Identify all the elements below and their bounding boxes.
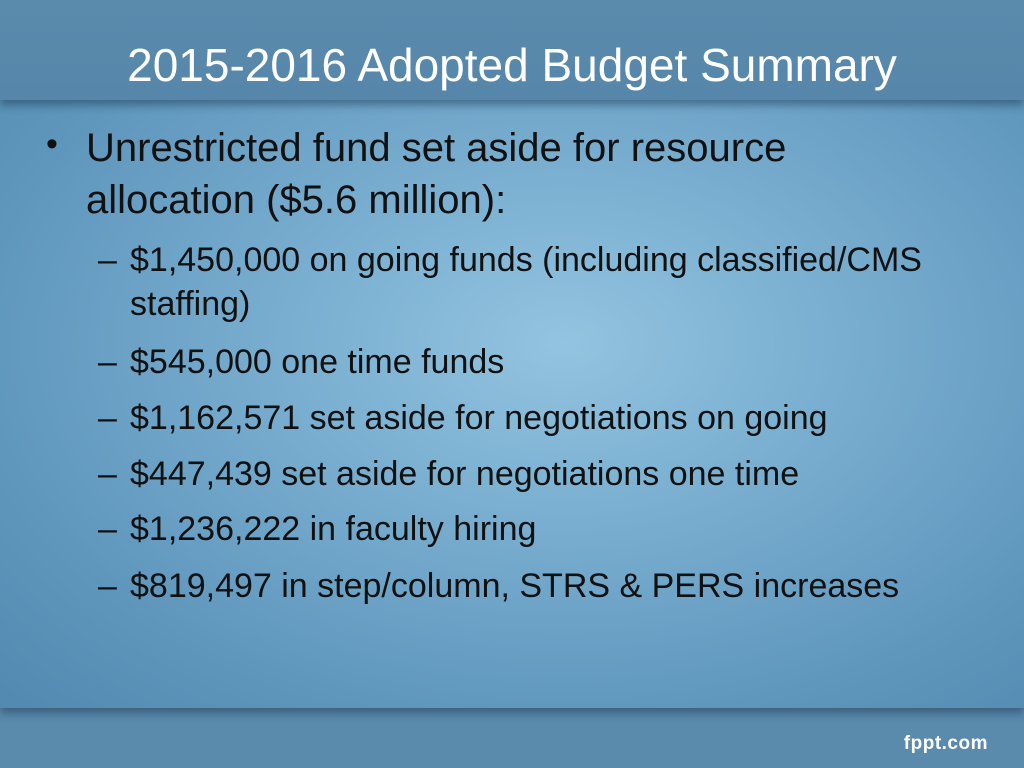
sub-dash-icon: –: [98, 567, 117, 605]
sub-dash-icon: –: [98, 241, 117, 279]
main-bullet-text: Unrestricted fund set aside for resource allocation ($5.6 million):: [86, 126, 787, 222]
sub-item-negotiations-ongoing: $1,162,571 set aside for negotiations on going: [130, 399, 828, 437]
fppt-logo: fppt.com: [903, 733, 988, 754]
slide-title: 2015-2016 Adopted Budget Summary: [127, 39, 897, 91]
sub-dash-icon: –: [98, 399, 117, 437]
sub-item-step-column: $819,497 in step/column, STRS & PERS increases: [130, 567, 900, 605]
footer-bar: [0, 708, 1024, 768]
sub-dash-icon: –: [98, 343, 117, 381]
title-bar: [0, 0, 1024, 100]
sub-item-one-time-funds: $545,000 one time funds: [130, 343, 505, 381]
sub-item-negotiations-one-time: $447,439 set aside for negotiations one time: [130, 455, 800, 493]
sub-dash-icon: –: [98, 455, 117, 493]
sub-dash-icon: –: [98, 510, 117, 548]
bullet-dot-icon: •: [46, 125, 58, 163]
content-panel: [0, 100, 1024, 708]
sub-item-ongoing-funds: $1,450,000 on going funds (including classified/CMS staffing): [130, 241, 922, 323]
sub-item-faculty-hiring: $1,236,222 in faculty hiring: [130, 510, 537, 548]
